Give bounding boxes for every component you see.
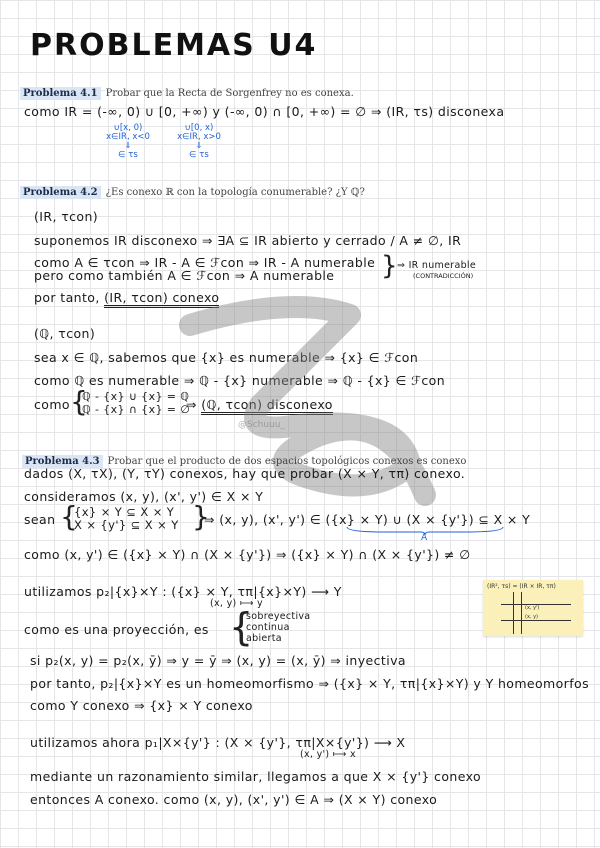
p42-contradiction: (CONTRADICCIÓN)	[413, 272, 474, 280]
grid-line	[521, 592, 522, 634]
sticky-title: (IR², τs) = (IR × IR, τπ)	[487, 583, 556, 590]
p43-line-3-lead: sean	[24, 512, 56, 527]
annotation-text: x∈IR, x>0	[177, 132, 221, 142]
p43-line-3-top: {x} × Y ⊆ X × Y	[74, 505, 175, 519]
page-title: PROBLEMAS U4	[30, 28, 318, 63]
p42-line-2: suponemos IR disconexo ⇒ ∃A ⊆ IR abierto y cerrado / A ≠ ∅, IR	[34, 233, 462, 248]
point-label: (x, y')	[525, 605, 540, 611]
text-segment: ⇒	[186, 397, 202, 412]
p43-line-10-map: (x, y') ⟼ x	[300, 749, 356, 760]
p43-line-10: utilizamos ahora p₁|X×{y'} : (X × {y'}, τπ|X×{y'}) ⟶ X	[30, 735, 406, 750]
grid-line	[513, 592, 514, 634]
p43-line-1: dados (X, τX), (Y, τY) conexos, hay que probar (X × Y, τπ) conexo.	[24, 466, 466, 481]
p42-line-10-top: ℚ - {x} ∪ {x} = ℚ	[82, 390, 190, 403]
p42-line-3: como A ∈ τcon ⇒ IR - A ∈ ℱcon ⇒ IR - A numerable	[34, 255, 376, 270]
p42-line-10-bottom: ℚ - {x} ∩ {x} = ∅	[82, 403, 191, 416]
annotation-text: x∈IR, x<0	[106, 132, 150, 142]
sticky-note	[483, 580, 583, 636]
problem-label: Problema 4.2	[20, 186, 101, 199]
annotation-text: ∈ τs	[189, 150, 209, 160]
problem-4-2-header	[20, 180, 365, 199]
p43-line-2: consideramos (x, y), (x', y') ∈ X × Y	[24, 489, 264, 504]
annotation-text: ∪[x, 0)	[113, 123, 143, 133]
set-a-label: A	[421, 533, 428, 543]
p43-line-6: como es una proyección, es	[24, 622, 209, 637]
result-underlined: (ℚ, τcon) disconexo	[201, 397, 333, 415]
p41-line-1: como IR = (-∞, 0) ∪ [0, +∞) y (-∞, 0) ∩ [0, +∞) = ∅ ⇒ (IR, τs) disconexa	[24, 104, 505, 119]
result-underlined: (IR, τcon) conexo	[104, 290, 219, 308]
p42-conclusion: ⇒ IR numerable	[397, 260, 476, 271]
p42-line-1: (IR, τcon)	[34, 209, 99, 224]
annotation-text: ⇓	[195, 141, 203, 151]
problem-statement: ¿Es conexo ℝ con la topología conumerable? ¿Y ℚ?	[105, 187, 365, 198]
annotation-text: ∈ τs	[118, 150, 138, 160]
p42-line-8: sea x ∈ ℚ, sabemos que {x} es numerable ⇒ {x} ∈ ℱcon	[34, 350, 419, 365]
point-label: (x, y)	[525, 614, 538, 620]
p41-annotation-left	[103, 124, 153, 160]
problem-statement: Probar que la Recta de Sorgenfrey no es conexa.	[105, 88, 354, 99]
p43-line-11: mediante un razonamiento similar, llegamos a que X × {y'} conexo	[30, 769, 482, 784]
p42-line-9: como ℚ es numerable ⇒ ℚ - {x} numerable ⇒ ℚ - {x} ∈ ℱcon	[34, 373, 446, 388]
p43-line-7: si p₂(x, y) = p₂(x, ȳ) ⇒ y = ȳ ⇒ (x, y) = (x, ȳ) ⇒ inyectiva	[30, 653, 406, 668]
watermark-text: @Schuuu_	[238, 420, 285, 430]
left-brace: {	[70, 385, 88, 418]
text-segment: por tanto,	[34, 290, 105, 305]
p43-line-3-result: ⇒ (x, y), (x', y') ∈ ({x} × Y) ∪ (X × {y'}) ⊆ X × Y	[204, 512, 531, 527]
problem-label: Problema 4.1	[20, 87, 101, 100]
p43-line-9: como Y conexo ⇒ {x} × Y conexo	[30, 698, 253, 713]
p43-line-4: como (x, y') ∈ ({x} × Y) ∩ (X × {y'}) ⇒ ({x} × Y) ∩ (X × {y'}) ≠ ∅	[24, 547, 471, 562]
left-brace: {	[60, 500, 78, 533]
property-sobreyectiva: sobreyectiva	[246, 611, 311, 622]
p41-annotation-right	[172, 124, 226, 160]
annotation-text: ⇓	[124, 141, 132, 151]
grid-line	[501, 620, 571, 621]
p43-line-3-bottom: X × {y'} ⊆ X × Y	[74, 518, 179, 532]
p43-line-12: entonces A conexo. como (x, y), (x', y') ∈ A ⇒ (X × Y) conexo	[30, 792, 438, 807]
left-brace: {	[229, 605, 254, 649]
p42-line-10-lead: como	[34, 397, 70, 412]
property-continua: continua	[246, 622, 290, 633]
annotation-text: ∪[0, x)	[184, 123, 214, 133]
p43-line-5: utilizamos p₂|{x}×Y : ({x} × Y, τπ|{x}×Y) ⟶ Y	[24, 584, 342, 599]
problem-label: Problema 4.3	[22, 455, 103, 468]
p43-line-8: por tanto, p₂|{x}×Y es un homeomorfismo ⇒ ({x} × Y, τπ|{x}×Y) y Y homeomorfos	[30, 676, 589, 691]
property-abierta: abierta	[246, 633, 282, 644]
p43-line-5-map: (x, y) ⟼ y	[210, 598, 263, 609]
problem-4-1-header	[20, 81, 354, 100]
right-brace: }	[192, 500, 210, 533]
p42-line-7: (ℚ, τcon)	[34, 326, 96, 341]
p42-line-4: pero como también A ∈ ℱcon ⇒ A numerable	[34, 268, 335, 283]
right-brace: }	[381, 251, 398, 281]
problem-statement: Probar que el producto de dos espacios topológicos conexos es conexo	[107, 456, 467, 467]
